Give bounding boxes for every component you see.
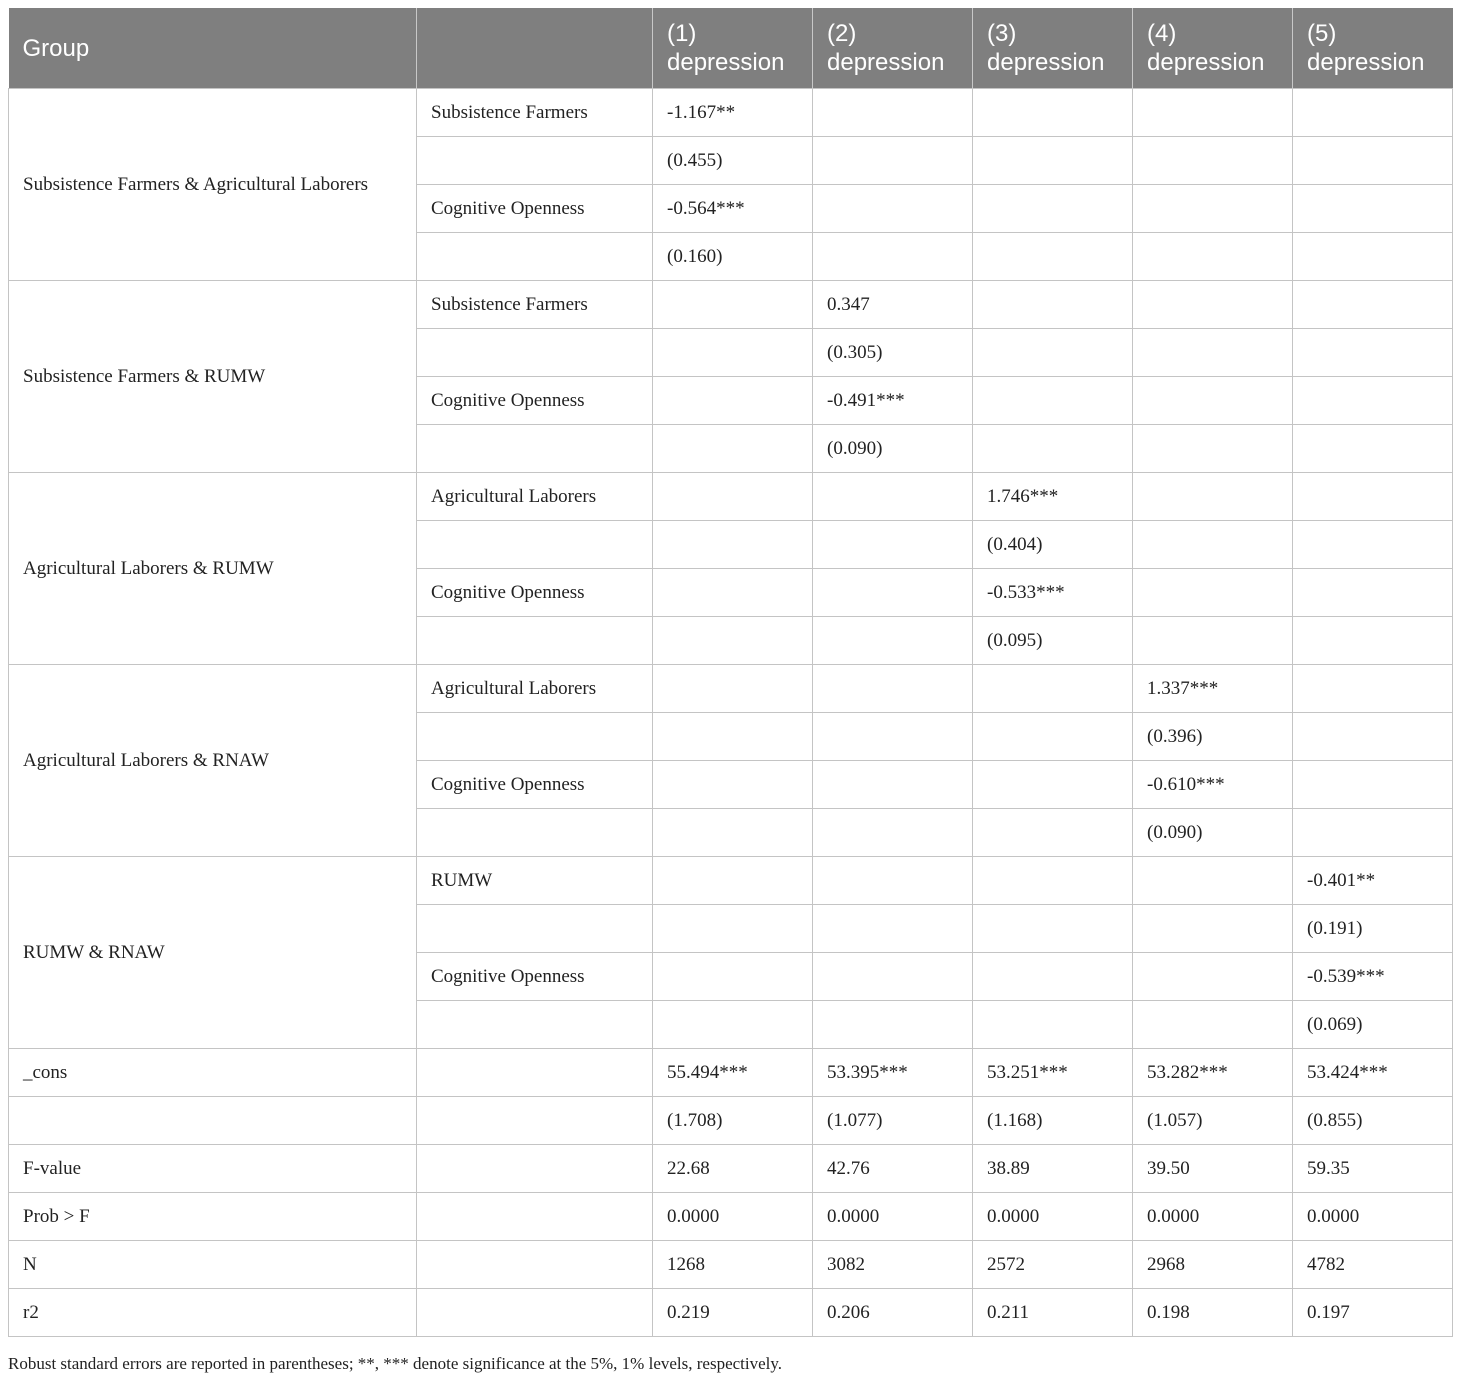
summary-row [9, 1193, 1453, 1241]
model-3-cell [973, 905, 1133, 953]
variable-label [417, 521, 653, 569]
model-4-cell [1133, 473, 1293, 521]
model-2-cell [813, 713, 973, 761]
model-2-cell: 0.347 [813, 281, 973, 329]
model-2-cell: 0.0000 [813, 1193, 973, 1241]
model-1-cell [653, 473, 813, 521]
model-1-cell [653, 377, 813, 425]
model-4-cell [1133, 521, 1293, 569]
model-3-cell: (0.404) [973, 521, 1133, 569]
model-3-cell [973, 761, 1133, 809]
model-1-cell [653, 281, 813, 329]
variable-label: Cognitive Openness [417, 377, 653, 425]
model-2-cell: 53.395*** [813, 1049, 973, 1097]
group-label: RUMW & RNAW [9, 857, 417, 1049]
model-4-cell: (0.090) [1133, 809, 1293, 857]
regression-table-container [8, 8, 1453, 1337]
model-1-cell [653, 809, 813, 857]
variable-label [417, 905, 653, 953]
summary-label: _cons [9, 1049, 417, 1097]
model-5-cell [1293, 521, 1453, 569]
model-3-cell: 2572 [973, 1241, 1133, 1289]
model-2-cell [813, 617, 973, 665]
header-model-label: depression [987, 49, 1105, 76]
model-4-cell [1133, 953, 1293, 1001]
variable-label [417, 1145, 653, 1193]
header-model-4 [1133, 8, 1293, 89]
model-2-cell [813, 905, 973, 953]
model-5-cell: -0.539*** [1293, 953, 1453, 1001]
model-5-cell [1293, 569, 1453, 617]
model-5-cell [1293, 137, 1453, 185]
model-5-cell: 53.424*** [1293, 1049, 1453, 1097]
variable-label [417, 1193, 653, 1241]
header-model-number: (3) [987, 20, 1017, 47]
model-4-cell [1133, 89, 1293, 137]
summary-row [9, 1145, 1453, 1193]
table-row [9, 281, 1453, 329]
summary-label: N [9, 1241, 417, 1289]
variable-label: Agricultural Laborers [417, 665, 653, 713]
model-2-cell: (0.305) [813, 329, 973, 377]
model-1-cell [653, 713, 813, 761]
model-5-cell [1293, 89, 1453, 137]
model-5-cell: 0.197 [1293, 1289, 1453, 1337]
model-2-cell [813, 521, 973, 569]
model-3-cell: 1.746*** [973, 473, 1133, 521]
model-1-cell [653, 425, 813, 473]
group-label: Subsistence Farmers & RUMW [9, 281, 417, 473]
model-1-cell: (1.708) [653, 1097, 813, 1145]
model-5-cell: (0.191) [1293, 905, 1453, 953]
model-3-cell: 0.211 [973, 1289, 1133, 1337]
header-model-2 [813, 8, 973, 89]
model-4-cell [1133, 905, 1293, 953]
model-4-cell: (1.057) [1133, 1097, 1293, 1145]
model-1-cell: 0.219 [653, 1289, 813, 1337]
model-2-cell [813, 137, 973, 185]
header-model-number: (4) [1147, 20, 1177, 47]
model-5-cell [1293, 713, 1453, 761]
model-3-cell: 53.251*** [973, 1049, 1133, 1097]
model-2-cell: (1.077) [813, 1097, 973, 1145]
group-label: Agricultural Laborers & RUMW [9, 473, 417, 665]
model-2-cell [813, 1001, 973, 1049]
model-4-cell: 2968 [1133, 1241, 1293, 1289]
variable-label: Cognitive Openness [417, 761, 653, 809]
model-2-cell [813, 473, 973, 521]
model-1-cell: 22.68 [653, 1145, 813, 1193]
model-4-cell: 53.282*** [1133, 1049, 1293, 1097]
variable-label [417, 617, 653, 665]
header-row [9, 8, 1453, 89]
model-2-cell [813, 185, 973, 233]
model-1-cell: (0.160) [653, 233, 813, 281]
header-model-3 [973, 8, 1133, 89]
model-2-cell [813, 809, 973, 857]
model-5-cell: (0.855) [1293, 1097, 1453, 1145]
table-footnote: Robust standard errors are reported in parentheses; **, *** denote significance at the 5%, 1% levels, respectively. [8, 1354, 783, 1373]
model-3-cell [973, 1001, 1133, 1049]
model-4-cell [1133, 233, 1293, 281]
model-4-cell [1133, 377, 1293, 425]
model-4-cell: 0.0000 [1133, 1193, 1293, 1241]
model-5-cell [1293, 377, 1453, 425]
model-3-cell: (0.095) [973, 617, 1133, 665]
model-2-cell: -0.491*** [813, 377, 973, 425]
header-model-label: depression [827, 49, 945, 76]
model-5-cell [1293, 809, 1453, 857]
variable-label [417, 425, 653, 473]
model-1-cell [653, 569, 813, 617]
model-1-cell: (0.455) [653, 137, 813, 185]
summary-row [9, 1289, 1453, 1337]
model-1-cell [653, 521, 813, 569]
model-3-cell: 38.89 [973, 1145, 1133, 1193]
table-row [9, 857, 1453, 905]
regression-table [8, 8, 1453, 1337]
table-row [9, 665, 1453, 713]
model-5-cell: 0.0000 [1293, 1193, 1453, 1241]
model-3-cell: 0.0000 [973, 1193, 1133, 1241]
model-3-cell [973, 425, 1133, 473]
model-3-cell [973, 953, 1133, 1001]
header-model-number: (1) [667, 20, 697, 47]
model-2-cell: (0.090) [813, 425, 973, 473]
summary-row [9, 1241, 1453, 1289]
variable-label [417, 1289, 653, 1337]
model-2-cell: 3082 [813, 1241, 973, 1289]
header-group: Group [9, 8, 417, 89]
model-1-cell [653, 953, 813, 1001]
header-model-label: depression [1307, 49, 1425, 76]
model-1-cell [653, 905, 813, 953]
header-model-label: depression [1147, 49, 1265, 76]
model-3-cell: (1.168) [973, 1097, 1133, 1145]
header-variable [417, 8, 653, 89]
model-4-cell: -0.610*** [1133, 761, 1293, 809]
model-4-cell [1133, 617, 1293, 665]
variable-label [417, 233, 653, 281]
model-5-cell [1293, 665, 1453, 713]
model-1-cell [653, 857, 813, 905]
model-1-cell [653, 329, 813, 377]
model-4-cell [1133, 1001, 1293, 1049]
model-1-cell [653, 665, 813, 713]
variable-label: Subsistence Farmers [417, 89, 653, 137]
model-1-cell: -1.167** [653, 89, 813, 137]
model-4-cell [1133, 137, 1293, 185]
model-3-cell [973, 809, 1133, 857]
model-4-cell: 1.337*** [1133, 665, 1293, 713]
variable-label [417, 329, 653, 377]
model-5-cell [1293, 185, 1453, 233]
model-1-cell [653, 761, 813, 809]
table-row [9, 89, 1453, 137]
model-5-cell: 59.35 [1293, 1145, 1453, 1193]
model-4-cell [1133, 329, 1293, 377]
model-1-cell: 0.0000 [653, 1193, 813, 1241]
model-4-cell [1133, 185, 1293, 233]
summary-label: F-value [9, 1145, 417, 1193]
variable-label [417, 1049, 653, 1097]
model-4-cell [1133, 281, 1293, 329]
summary-label: Prob > F [9, 1193, 417, 1241]
variable-label [417, 137, 653, 185]
model-5-cell [1293, 617, 1453, 665]
table-body [9, 89, 1453, 1337]
header-model-number: (5) [1307, 20, 1337, 47]
variable-label [417, 1097, 653, 1145]
model-3-cell [973, 665, 1133, 713]
table-header [9, 8, 1453, 89]
model-5-cell: (0.069) [1293, 1001, 1453, 1049]
header-model-5 [1293, 8, 1453, 89]
model-2-cell [813, 89, 973, 137]
model-1-cell [653, 1001, 813, 1049]
model-1-cell: 1268 [653, 1241, 813, 1289]
model-2-cell [813, 761, 973, 809]
model-2-cell [813, 665, 973, 713]
model-3-cell [973, 233, 1133, 281]
group-label: Agricultural Laborers & RNAW [9, 665, 417, 857]
model-5-cell [1293, 329, 1453, 377]
model-3-cell [973, 89, 1133, 137]
model-3-cell [973, 281, 1133, 329]
summary-row [9, 1097, 1453, 1145]
variable-label: RUMW [417, 857, 653, 905]
model-5-cell [1293, 425, 1453, 473]
variable-label [417, 1241, 653, 1289]
header-model-label: depression [667, 49, 785, 76]
variable-label: Agricultural Laborers [417, 473, 653, 521]
variable-label: Cognitive Openness [417, 185, 653, 233]
model-1-cell: 55.494*** [653, 1049, 813, 1097]
model-2-cell: 0.206 [813, 1289, 973, 1337]
model-4-cell [1133, 569, 1293, 617]
model-4-cell [1133, 425, 1293, 473]
header-model-number: (2) [827, 20, 857, 47]
model-5-cell [1293, 281, 1453, 329]
model-5-cell [1293, 761, 1453, 809]
variable-label: Subsistence Farmers [417, 281, 653, 329]
model-4-cell: (0.396) [1133, 713, 1293, 761]
model-4-cell: 0.198 [1133, 1289, 1293, 1337]
model-2-cell [813, 857, 973, 905]
model-2-cell [813, 953, 973, 1001]
summary-label [9, 1097, 417, 1145]
model-2-cell [813, 569, 973, 617]
table-row [9, 473, 1453, 521]
group-label: Subsistence Farmers & Agricultural Laborers [9, 89, 417, 281]
summary-label: r2 [9, 1289, 417, 1337]
model-3-cell [973, 377, 1133, 425]
model-5-cell [1293, 233, 1453, 281]
summary-row [9, 1049, 1453, 1097]
variable-label: Cognitive Openness [417, 569, 653, 617]
model-5-cell: -0.401** [1293, 857, 1453, 905]
variable-label [417, 713, 653, 761]
model-5-cell: 4782 [1293, 1241, 1453, 1289]
model-2-cell [813, 233, 973, 281]
model-3-cell: -0.533*** [973, 569, 1133, 617]
variable-label [417, 1001, 653, 1049]
model-4-cell [1133, 857, 1293, 905]
model-3-cell [973, 137, 1133, 185]
model-5-cell [1293, 473, 1453, 521]
model-3-cell [973, 857, 1133, 905]
variable-label [417, 809, 653, 857]
header-model-1 [653, 8, 813, 89]
model-2-cell: 42.76 [813, 1145, 973, 1193]
model-4-cell: 39.50 [1133, 1145, 1293, 1193]
model-1-cell: -0.564*** [653, 185, 813, 233]
model-3-cell [973, 329, 1133, 377]
model-3-cell [973, 185, 1133, 233]
model-1-cell [653, 617, 813, 665]
variable-label: Cognitive Openness [417, 953, 653, 1001]
model-3-cell [973, 713, 1133, 761]
